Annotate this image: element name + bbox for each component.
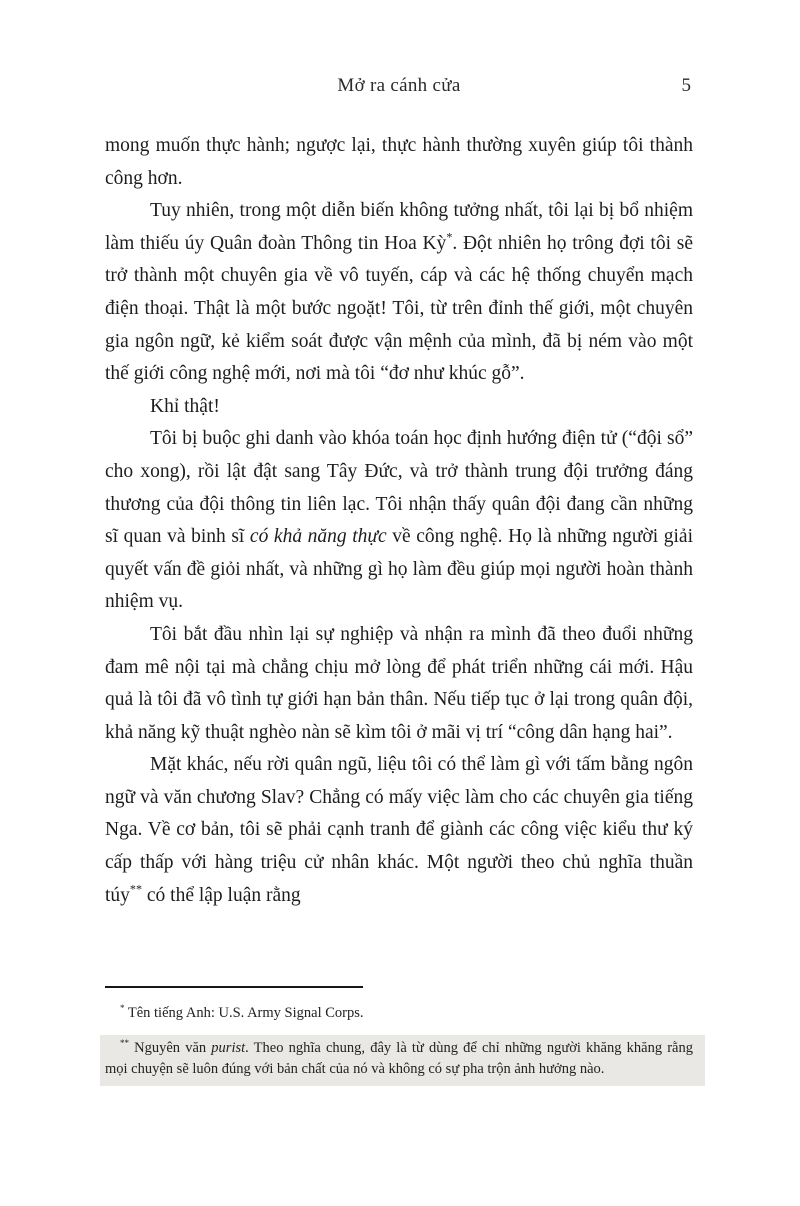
text-segment: về công nghệ. Họ là những người giải quyết vấn đề giỏi nhất, và những gì họ làm đều giúp mọi người hoàn thành nhiệm vụ. xyxy=(105,526,693,613)
footnote-marker: * xyxy=(120,1003,125,1014)
footnotes-section xyxy=(105,986,693,1096)
page-number: 5 xyxy=(681,75,691,96)
paragraph xyxy=(105,391,693,424)
text-segment: có thể lập luận rằng xyxy=(142,884,301,906)
text-segment: . Theo nghĩa chung, đây là từ dùng để chỉ những người khăng khăng rằng mọi chuyện sẽ luôn đúng với bản chất của nó và không có sự pha trộn ảnh hưởng nào. xyxy=(105,1039,693,1077)
text-segment: Khỉ thật! xyxy=(150,395,220,417)
page-header xyxy=(105,74,693,98)
paragraph xyxy=(105,619,693,749)
text-segment: purist xyxy=(211,1039,246,1056)
text-segment: Nguyên văn xyxy=(128,1039,212,1056)
footnotes-list xyxy=(105,1003,693,1086)
footnote-divider xyxy=(105,986,363,988)
text-segment: Tôi bắt đầu nhìn lại sự nghiệp và nhận ra mình đã theo đuổi những đam mê nội tại mà chẳng chịu mở lòng để phát triển những cái mới. Hậu quả là tôi đã vô tình tự giới hạn bản thân. Nếu tiếp tục ở lại trong quân đội, khả năng kỹ thuật nghèo nàn sẽ kìm tôi ở mãi vị trí “công dân hạng hai”. xyxy=(105,623,693,743)
paragraph xyxy=(105,423,693,619)
paragraph xyxy=(105,749,693,912)
text-segment: Mặt khác, nếu rời quân ngũ, liệu tôi có thể làm gì với tấm bằng ngôn ngữ và văn chương Slav? Chẳng có mấy việc làm cho các chuyên gia tiếng Nga. Về cơ bản, tôi sẽ phải cạnh tranh để giành các công việc kiểu thư ký cấp thấp với hàng triệu cử nhân khác. Một người theo chủ nghĩa thuần túy xyxy=(105,754,693,906)
footnote-marker: ** xyxy=(120,1037,129,1048)
text-segment: có khả năng thực xyxy=(249,526,387,548)
footnote xyxy=(105,1003,693,1025)
footnote-marker: ** xyxy=(129,882,142,897)
text-segment: mong muốn thực hành; ngược lại, thực hành thường xuyên giúp tôi thành công hơn. xyxy=(105,135,693,189)
text-segment: Tôi bị buộc ghi danh vào khóa toán học định hướng điện tử (“đội sổ” cho xong), rồi lật đật sang Tây Đức, và trở thành trung đội trưởng đáng thương của đội thông tin liên lạc. Tôi nhận thấy quân đội đang cần những sĩ quan và binh sĩ xyxy=(105,428,693,548)
footnote xyxy=(100,1035,705,1086)
running-title: Mở ra cánh cửa xyxy=(337,75,461,96)
paragraph xyxy=(105,195,693,391)
paragraph xyxy=(105,130,693,195)
text-segment: Tuy nhiên, trong một diễn biến không tưởng nhất, tôi lại bị bổ nhiệm làm thiếu úy Quân đoàn Thông tin Hoa Kỳ xyxy=(105,200,693,254)
footnote-marker: * xyxy=(446,230,453,245)
body-text xyxy=(105,130,693,912)
text-segment: . Đột nhiên họ trông đợi tôi sẽ trở thành một chuyên gia về vô tuyến, cáp và các hệ thống chuyển mạch điện thoại. Thật là một bước ngoặt! Tôi, từ trên đỉnh thế giới, một chuyên gia ngôn ngữ, kẻ kiểm soát được vận mệnh của mình, đã bị ném vào một thế giới công nghệ mới, nơi mà tôi “đơ như khúc gỗ”. xyxy=(105,232,693,385)
text-segment: Tên tiếng Anh: U.S. Army Signal Corps. xyxy=(124,1005,364,1021)
